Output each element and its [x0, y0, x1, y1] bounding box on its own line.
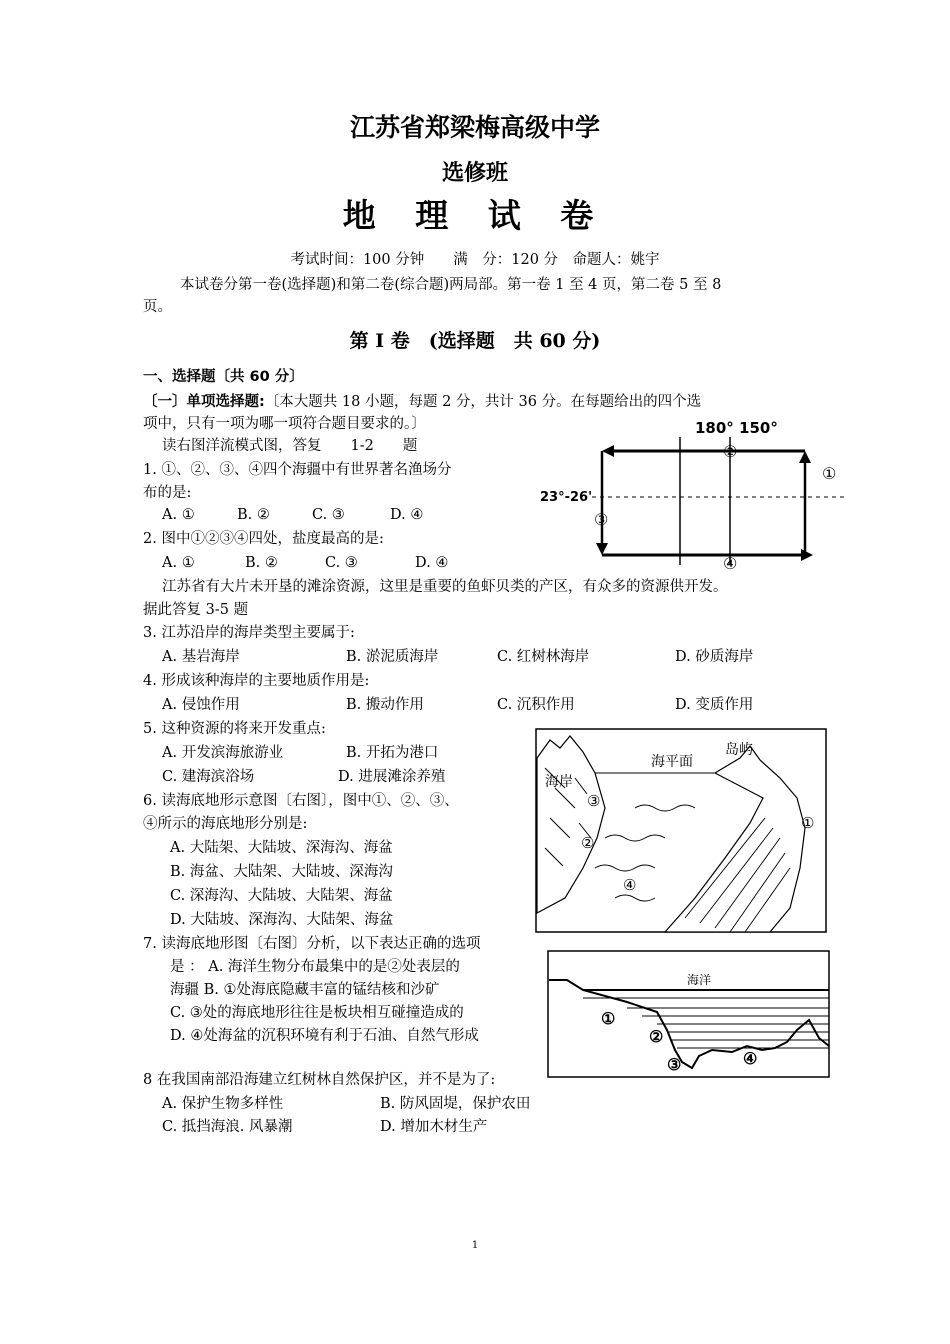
exam-info: 考试时间：100 分钟 满 分：120 分 命题人：姚宇 [290, 252, 660, 268]
q1-stem-2: 布的是: [143, 485, 192, 501]
profile-mark-2: ② [649, 1027, 664, 1046]
school-title: 江苏省郑梁梅高级中学 [349, 113, 600, 142]
q5-option-c[interactable]: C. 建海滨浴场 [162, 769, 255, 785]
q6-option-c[interactable]: C. 深海沟、大陆坡、大陆架、海盆 [170, 888, 393, 904]
q2-option-a[interactable]: A. ① [162, 555, 195, 571]
q4-option-b[interactable]: B. 搬动作用 [346, 697, 424, 713]
q7-stem: 7. 读海底地形图〔右图〕分析，以下表达正确的选项 [143, 936, 481, 952]
q3-option-b[interactable]: B. 淤泥质海岸 [346, 649, 439, 665]
seafloor-mark-3: ③ [587, 792, 601, 810]
class-title: 选修班 [441, 161, 508, 186]
q1-option-c[interactable]: C. ③ [312, 507, 345, 523]
q5-stem: 5. 这种资源的将来开发重点: [143, 721, 326, 737]
q7-line-4[interactable]: C. ③处的海底地形往往是板块相互碰撞造成的 [170, 1005, 464, 1021]
profile-frame [548, 951, 829, 1077]
q4-option-c[interactable]: C. 沉积作用 [497, 697, 575, 713]
q2-option-b[interactable]: B. ② [245, 555, 278, 571]
q6-option-b[interactable]: B. 海盆、大陆架、大陆坡、深海沟 [170, 864, 393, 880]
sub-label: 〔一〕单项选择题: [143, 394, 265, 410]
ocean-label: 海洋 [687, 973, 712, 987]
q1-option-a[interactable]: A. ① [162, 507, 195, 523]
mark-1: ① [822, 464, 837, 483]
q2-stem: 2. 图中①②③④四处，盐度最高的是: [143, 531, 384, 547]
mark-4: ④ [723, 554, 738, 573]
q1-option-b[interactable]: B. ② [237, 507, 270, 523]
part-one-sub [143, 392, 701, 412]
subject-title: 地 理 试 卷 [342, 196, 608, 235]
q8-option-d[interactable]: D. 增加木材生产 [380, 1119, 488, 1135]
q7-line-2[interactable]: 是 ： A. 海洋生物分布最集中的是②处表层的 [170, 959, 460, 975]
mark-2: ② [723, 442, 738, 461]
q1-stem: 1. ①、②、③、④四个海疆中有世界著名渔场分 [143, 462, 452, 478]
seafloor-mark-2: ② [581, 834, 595, 852]
profile-mark-1: ① [601, 1009, 616, 1028]
group1-lead: 读右图洋流模式图，答复 1-2 题 [162, 438, 418, 454]
currents-figure [530, 415, 850, 575]
intro-line-2: 页。 [143, 299, 172, 315]
q3-option-d[interactable]: D. 砂质海岸 [675, 649, 754, 665]
q6-stem-2: ④所示的海底地形分别是: [143, 816, 308, 832]
profile-mark-3: ③ [667, 1055, 682, 1074]
q3-stem: 3. 江苏沿岸的海岸类型主要属于: [143, 625, 355, 641]
intro-line-1: 本试卷分第一卷(选择题)和第二卷(综合题)两局部。第一卷 1 至 4 页，第二卷 5 至 8 [180, 277, 722, 293]
q1-option-d[interactable]: D. ④ [390, 507, 424, 523]
seafloor-mark-4: ④ [623, 876, 637, 894]
page-number: 1 [471, 1240, 479, 1251]
coast-label: 海岸 [545, 774, 573, 790]
q8-option-c[interactable]: C. 抵挡海浪. 风暴潮 [162, 1119, 293, 1135]
sub-desc: 〔本大题共 18 小题，每题 2 分，共计 36 分。在每题给出的四个选 [264, 394, 702, 410]
lon-label: 180° 150° [695, 419, 778, 437]
group2-lead-2: 据此答复 3-5 题 [143, 602, 249, 618]
top-arrowhead [602, 445, 614, 457]
section-title: 第 I 卷 (选择题 共 60 分) [349, 330, 601, 352]
q6-option-a[interactable]: A. 大陆架、大陆坡、深海沟、海盆 [170, 840, 393, 856]
part-one-title: 一、选择题〔共 60 分〕 [143, 369, 304, 385]
q8-option-b[interactable]: B. 防风固堤，保护农田 [380, 1096, 531, 1112]
q8-option-a[interactable]: A. 保护生物多样性 [162, 1096, 284, 1112]
profile-figure [547, 950, 830, 1078]
q2-option-d[interactable]: D. ④ [415, 555, 449, 571]
q7-line-5[interactable]: D. ④处海盆的沉积环境有利于石油、自然气形成 [170, 1028, 479, 1044]
profile-mark-4: ④ [743, 1049, 758, 1068]
q3-option-a[interactable]: A. 基岩海岸 [162, 649, 240, 665]
part-one-sub-2: 项中，只有一项为哪一项符合题目要求的。〕 [143, 416, 426, 432]
bottom-arrowhead [801, 549, 813, 561]
q7-line-3[interactable]: 海疆 B. ①处海底隐藏丰富的锰结核和沙矿 [170, 982, 440, 998]
group2-lead: 江苏省有大片未开垦的滩涂资源，这里是重要的鱼虾贝类的产区，有众多的资源供开发。 [162, 579, 728, 595]
q5-option-d[interactable]: D. 进展滩涂养殖 [338, 769, 446, 785]
q3-option-c[interactable]: C. 红树林海岸 [497, 649, 590, 665]
island-label: 岛屿 [725, 742, 753, 758]
q8-stem: 8 在我国南部沿海建立红树林自然保护区，并不是为了: [143, 1072, 496, 1088]
q5-option-a[interactable]: A. 开发滨海旅游业 [162, 745, 284, 761]
seafloor-mark-1: ① [801, 814, 815, 832]
q6-option-d[interactable]: D. 大陆坡、深海沟、大陆架、海盆 [170, 912, 394, 928]
mark-3: ③ [594, 510, 609, 529]
right-arrowhead [799, 451, 811, 463]
q6-stem: 6. 读海底地形示意图〔右图〕，图中①、②、③、 [143, 793, 459, 809]
left-arrowhead [596, 543, 608, 555]
lat-label: 23°-26' [540, 490, 593, 505]
q4-option-d[interactable]: D. 变质作用 [675, 697, 754, 713]
q4-stem: 4. 形成该种海岸的主要地质作用是: [143, 673, 370, 689]
seafloor-figure [535, 728, 827, 933]
q4-option-a[interactable]: A. 侵蚀作用 [162, 697, 240, 713]
q5-option-b[interactable]: B. 开拓为港口 [346, 745, 439, 761]
sea-level-label: 海平面 [651, 754, 693, 770]
q2-option-c[interactable]: C. ③ [325, 555, 358, 571]
